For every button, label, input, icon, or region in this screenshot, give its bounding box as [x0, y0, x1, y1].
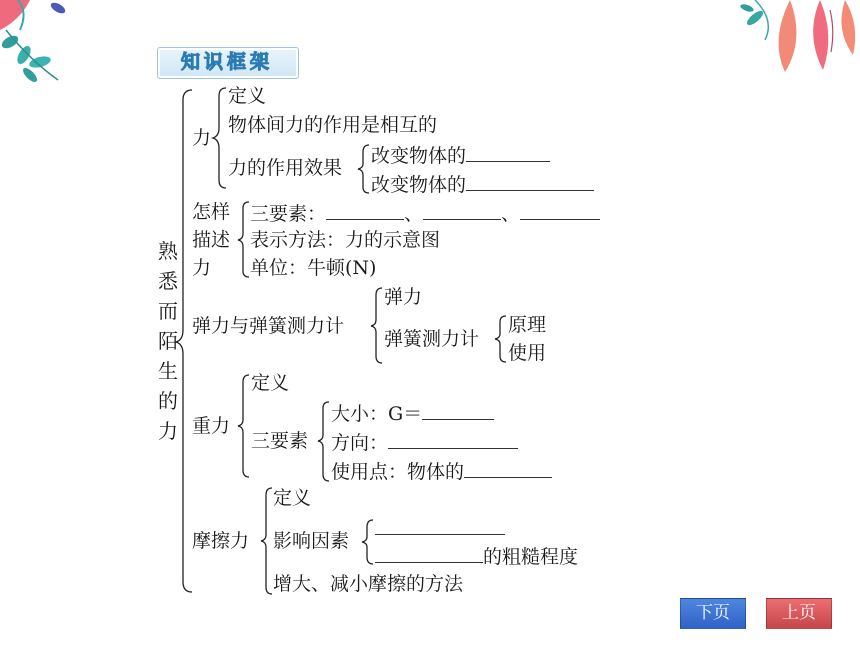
describe-method: 表示方法：力的示意图 — [250, 229, 441, 251]
friction-factor-2 — [375, 544, 578, 568]
gravity-size — [331, 401, 494, 425]
separator-1: 、 — [404, 203, 424, 225]
friction-factors: 影响因素 — [273, 530, 350, 552]
factors-brace — [362, 520, 373, 564]
gravity-definition: 定义 — [251, 372, 290, 394]
friction-methods: 增大、减小摩擦的方法 — [273, 573, 464, 595]
describe-brace — [238, 202, 249, 277]
separator-2: 、 — [501, 203, 521, 225]
blank-effect-2[interactable] — [466, 172, 594, 191]
blank-factor-2[interactable] — [375, 544, 483, 563]
force-label: 力 — [192, 127, 212, 149]
gravity-point-text: 使用点：物体的 — [331, 461, 465, 483]
describe-label-line2: 描述 — [192, 229, 231, 251]
force-mutual: 物体间力的作用是相互的 — [228, 114, 438, 136]
blank-gravity-point[interactable] — [464, 459, 552, 478]
gravity-direction-text: 方向： — [331, 432, 389, 454]
force-effect-2 — [371, 172, 594, 196]
force-brace — [213, 88, 226, 188]
force-effect-1 — [371, 143, 550, 167]
force-effect-1-text: 改变物体的 — [371, 145, 467, 167]
spring-label: 弹力与弹簧测力计 — [192, 315, 345, 337]
blank-factor-1[interactable] — [375, 516, 505, 535]
force-effect-2-text: 改变物体的 — [371, 174, 467, 196]
gravity-three-elements: 三要素 — [251, 430, 309, 452]
gravity-brace — [238, 375, 249, 477]
blank-gravity-direction[interactable] — [388, 430, 518, 449]
spring-brace — [371, 288, 382, 363]
friction-roughness-text: 的粗糙程度 — [483, 546, 579, 568]
blank-element-2[interactable] — [423, 201, 501, 220]
gravity-direction — [331, 430, 518, 454]
describe-label-line1: 怎样 — [192, 201, 231, 223]
gravity-label: 重力 — [192, 415, 231, 437]
describe-three-elements — [250, 201, 600, 225]
spring-elastic: 弹力 — [384, 286, 423, 308]
friction-factor-1 — [375, 516, 505, 540]
describe-label-line3: 力 — [192, 257, 212, 279]
prev-page-button[interactable]: 上页 — [766, 598, 832, 629]
friction-brace — [261, 488, 272, 594]
spring-usage: 使用 — [508, 342, 547, 364]
friction-label: 摩擦力 — [192, 530, 250, 552]
describe-three-elements-text: 三要素： — [250, 203, 327, 225]
gravity-point — [331, 459, 552, 483]
root-label: 熟悉而陌生的力 — [158, 239, 178, 443]
blank-element-1[interactable] — [326, 201, 404, 220]
effect-brace — [358, 145, 369, 193]
next-page-button[interactable]: 下页 — [680, 598, 746, 629]
force-effect-label: 力的作用效果 — [228, 157, 343, 179]
blank-effect-1[interactable] — [466, 143, 550, 162]
spring-principle: 原理 — [508, 314, 547, 336]
blank-gravity-size[interactable] — [422, 401, 494, 420]
gravity-elements-brace — [318, 402, 329, 481]
section-title: 知识框架 — [180, 51, 273, 73]
meter-brace — [495, 316, 506, 362]
blank-element-3[interactable] — [520, 201, 600, 220]
describe-unit: 单位：牛顿(N) — [250, 257, 377, 279]
force-definition: 定义 — [228, 85, 267, 107]
friction-definition: 定义 — [273, 487, 312, 509]
gravity-size-text: 大小：G＝ — [331, 403, 423, 425]
spring-meter: 弹簧测力计 — [384, 328, 480, 350]
